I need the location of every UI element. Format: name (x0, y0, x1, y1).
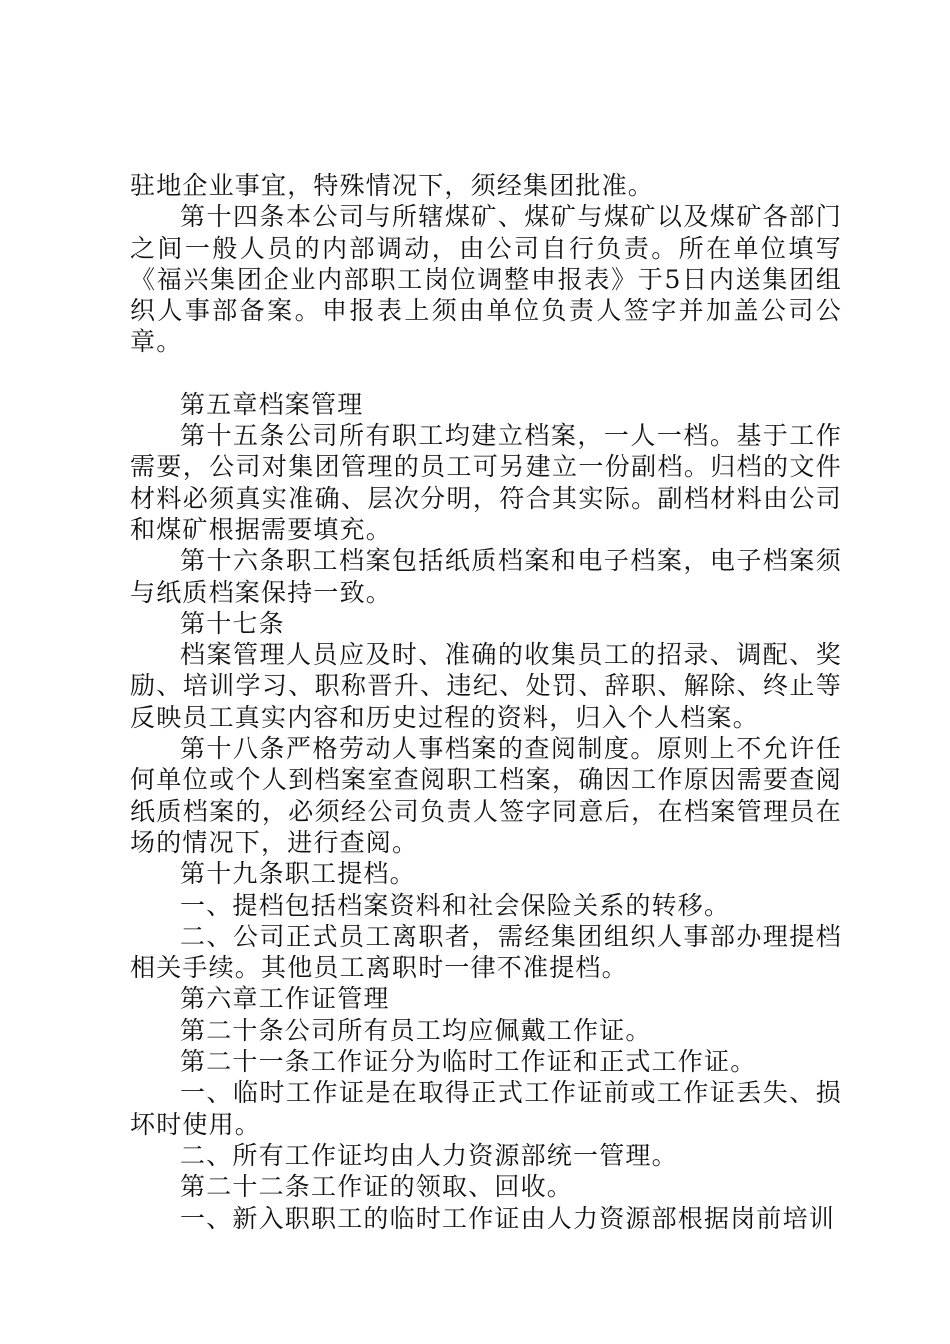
paragraph-article-15: 第十五条公司所有职工均建立档案，一人一档。基于工作需要，公司对集团管理的员工可另建立一份副档。归档的文件材料必须真实准确、层次分明，符合其实际。副档材料由公司和煤矿根据需要填充。 (130, 421, 842, 544)
paragraph-article-19-item-2: 二、公司正式员工离职者，需经集团组织人事部办理提档相关手续。其他员工离职时一律不准提档。 (130, 921, 842, 983)
paragraph-article-22: 第二十二条工作证的领取、回收。 (180, 1172, 574, 1202)
chapter-heading-5: 第五章档案管理 (180, 389, 364, 419)
chapter-heading-6: 第六章工作证管理 (180, 984, 390, 1014)
paragraph-article-17-heading: 第十七条 (180, 608, 285, 638)
paragraph-article-22-item-1: 一、新入职职工的临时工作证由人力资源部根据岗前培训 (180, 1203, 836, 1233)
document-body (130, 170, 842, 1234)
paragraph-article-21: 第二十一条工作证分为临时工作证和正式工作证。 (180, 1047, 757, 1077)
paragraph-article-19-item-1: 一、提档包括档案资料和社会保险关系的转移。 (180, 890, 731, 920)
paragraph-continuation: 驻地企业事宜，特殊情况下，须经集团批准。 (130, 171, 655, 200)
paragraph-article-18: 第十八条严格劳动人事档案的查阅制度。原则上不允许任何单位或个人到档案室查阅职工档案，确因工作原因需要查阅纸质档案的，必须经公司负责人签字同意后，在档案管理员在场的情况下，进行查阅。 (130, 734, 842, 857)
paragraph-article-20: 第二十条公司所有员工均应佩戴工作证。 (180, 1015, 652, 1045)
paragraph-article-16: 第十六条职工档案包括纸质档案和电子档案，电子档案须与纸质档案保持一致。 (130, 546, 842, 607)
paragraph-article-19: 第十九条职工提档。 (180, 859, 416, 889)
paragraph-article-17-body: 档案管理人员应及时、准确的收集员工的招录、调配、奖励、培训学习、职称晋升、违纪、处罚、辞职、解除、终止等反映员工真实内容和历史过程的资料，归入个人档案。 (130, 640, 842, 732)
paragraph-article-21-item-1: 一、临时工作证是在取得正式工作证前或工作证丢失、损坏时使用。 (130, 1078, 842, 1139)
paragraph-article-14: 第十四条本公司与所辖煤矿、煤矿与煤矿以及煤矿各部门之间一般人员的内部调动，由公司自行负责。所在单位填写《福兴集团企业内部职工岗位调整申报表》于5日内送集团组织人事部备案。申报表上须由单位负责人签字并加盖公司公章。 (130, 202, 842, 357)
paragraph-article-21-item-2: 二、所有工作证均由人力资源部统一管理。 (180, 1140, 678, 1170)
paragraph-gap (130, 358, 842, 389)
